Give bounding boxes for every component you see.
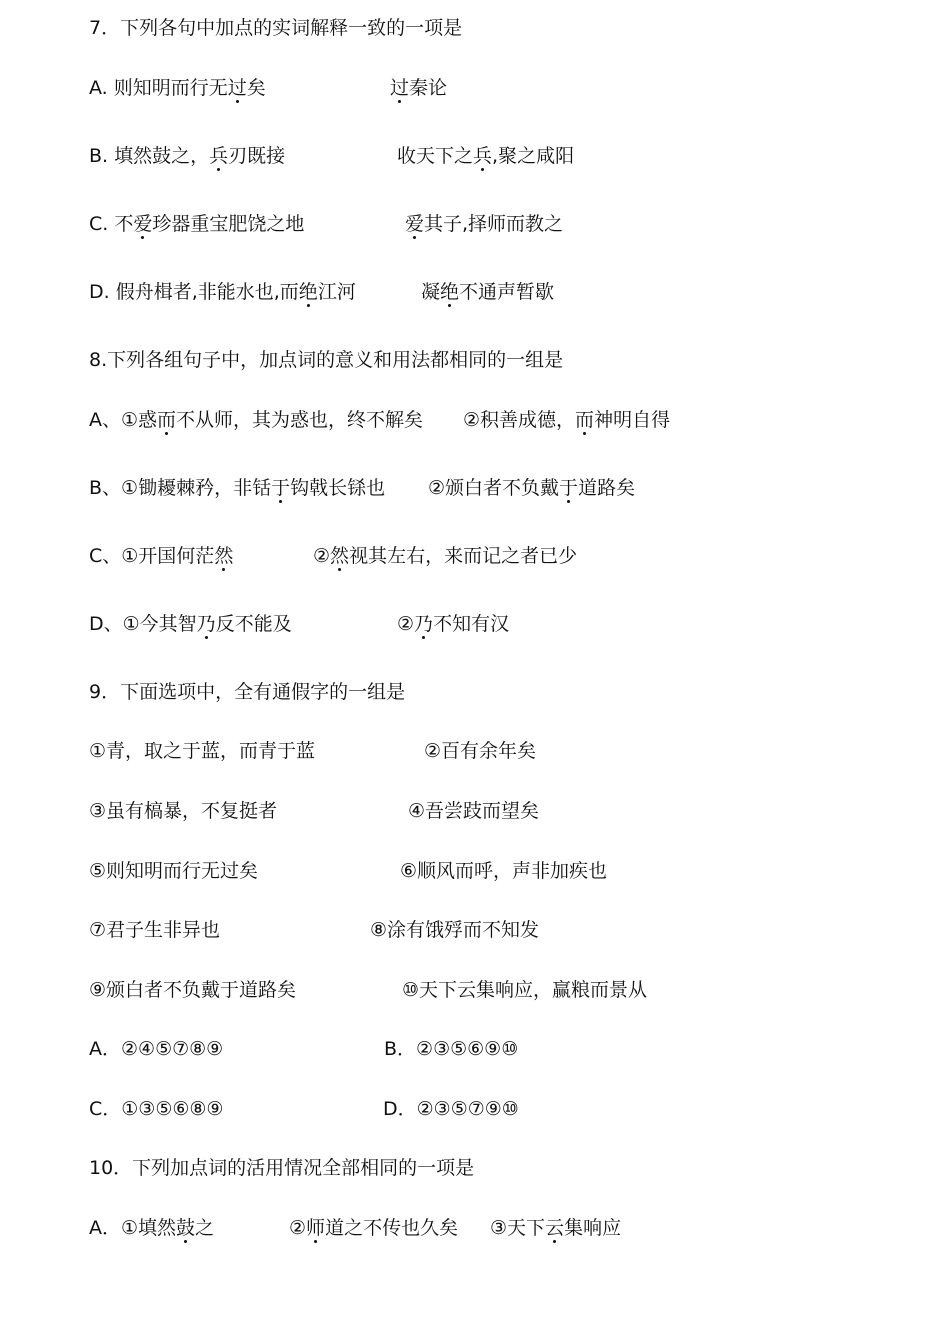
q9-option-b: B．②③⑤⑥⑨⑩ bbox=[384, 1038, 519, 1060]
option-right: ②颁白者不负戴于道路矣 bbox=[428, 473, 635, 503]
option-left: B、①锄耰棘矜，非铦于钩戟长铩也 bbox=[89, 477, 385, 499]
q9-item-row bbox=[89, 915, 950, 945]
option-right: 收天下之兵,聚之咸阳 bbox=[397, 141, 574, 171]
q10-stem: 10．下列加点词的活用情况全部相同的一项是 bbox=[89, 1157, 475, 1179]
q8-option-c bbox=[89, 541, 950, 571]
option-part-1: A．①填然鼓之 bbox=[89, 1217, 214, 1239]
option-right: ②积善成德，而神明自得 bbox=[463, 405, 670, 435]
q9-stem: 9．下面选项中，全有通假字的一组是 bbox=[89, 681, 406, 703]
q8-option-b bbox=[89, 473, 950, 503]
q9-option-row bbox=[89, 1034, 950, 1064]
option-part-2: ②师道之不传也久矣 bbox=[289, 1213, 458, 1243]
option-right: 过秦论 bbox=[390, 73, 447, 103]
q8-option-a bbox=[89, 405, 950, 435]
option-right: 凝绝不通声暂歇 bbox=[421, 277, 554, 307]
q9-option-a: A．②④⑤⑦⑧⑨ bbox=[89, 1038, 224, 1060]
option-right: 爱其子,择师而教之 bbox=[405, 209, 563, 239]
q9-option-c: C．①③⑤⑥⑧⑨ bbox=[89, 1098, 224, 1120]
q10-option-a bbox=[89, 1213, 950, 1243]
dotted-word: 然 bbox=[330, 541, 349, 571]
q9-item: ⑤则知明而行无过矣 bbox=[89, 860, 259, 882]
q9-item-row bbox=[89, 856, 950, 886]
q9-item-row bbox=[89, 736, 950, 766]
q7-option-a bbox=[89, 73, 950, 103]
option-left: C. 不爱珍器重宝肥饶之地 bbox=[89, 213, 304, 235]
dotted-word: 爱 bbox=[405, 209, 424, 239]
q7-stem: 7．下列各句中加点的实词解释一致的一项是 bbox=[89, 17, 463, 39]
q7-option-b bbox=[89, 141, 950, 171]
dotted-word: 而 bbox=[575, 405, 594, 435]
q9-item: ⑧涂有饿殍而不知发 bbox=[370, 919, 540, 941]
dotted-word: 兵 bbox=[209, 141, 228, 171]
q9-item: ①青，取之于蓝，而青于蓝 bbox=[89, 740, 316, 762]
q9-option-d: D．②③⑤⑦⑨⑩ bbox=[383, 1098, 519, 1120]
q9-item: ⑩天下云集响应，赢粮而景从 bbox=[402, 979, 648, 1001]
dotted-word: 绝 bbox=[440, 277, 459, 307]
option-right: ②乃不知有汉 bbox=[397, 609, 509, 639]
dotted-word: 过 bbox=[390, 73, 409, 103]
dotted-word: 然 bbox=[214, 541, 233, 571]
dotted-word: 兵 bbox=[473, 141, 492, 171]
q9-item-row bbox=[89, 975, 950, 1005]
option-left: D、①今其智乃反不能及 bbox=[89, 613, 292, 635]
dotted-word: 于 bbox=[559, 473, 578, 503]
dotted-word: 而 bbox=[157, 405, 176, 435]
q9-item-row bbox=[89, 796, 950, 826]
option-left: B. 填然鼓之，兵刃既接 bbox=[89, 145, 285, 167]
option-left: A、①惑而不从师，其为惑也，终不解矣 bbox=[89, 409, 423, 431]
q9-option-row bbox=[89, 1094, 950, 1124]
dotted-word: 爱 bbox=[133, 209, 152, 239]
option-left: D. 假舟楫者,非能水也,而绝江河 bbox=[89, 281, 356, 303]
dotted-word: 绝 bbox=[299, 277, 318, 307]
dotted-word: 乃 bbox=[414, 609, 433, 639]
dotted-word: 师 bbox=[306, 1213, 325, 1243]
q8-stem: 8.下列各组句子中，加点词的意义和用法都相同的一组是 bbox=[89, 349, 564, 371]
q9-item: ③虽有槁暴，不复挺者 bbox=[89, 800, 278, 822]
q9-item: ⑥顺风而呼，声非加疾也 bbox=[400, 860, 608, 882]
option-part-3: ③天下云集响应 bbox=[490, 1213, 621, 1243]
q9-item: ⑦君子生非异也 bbox=[89, 919, 221, 941]
dotted-word: 乃 bbox=[197, 609, 216, 639]
option-right: ②然视其左右，来而记之者已少 bbox=[313, 541, 577, 571]
dotted-word: 于 bbox=[271, 473, 290, 503]
q9-item: ②百有余年矣 bbox=[424, 740, 537, 762]
dotted-word: 云 bbox=[545, 1213, 564, 1243]
dotted-word: 鼓 bbox=[176, 1213, 195, 1243]
q9-item: ④吾尝跂而望矣 bbox=[408, 800, 540, 822]
q9-item: ⑨颁白者不负戴于道路矣 bbox=[89, 979, 297, 1001]
option-left: A. 则知明而行无过矣 bbox=[89, 77, 266, 99]
dotted-word: 过 bbox=[228, 73, 247, 103]
q7-option-d bbox=[89, 277, 950, 307]
q8-option-d bbox=[89, 609, 950, 639]
option-left: C、①开国何茫然 bbox=[89, 545, 233, 567]
q7-option-c bbox=[89, 209, 950, 239]
